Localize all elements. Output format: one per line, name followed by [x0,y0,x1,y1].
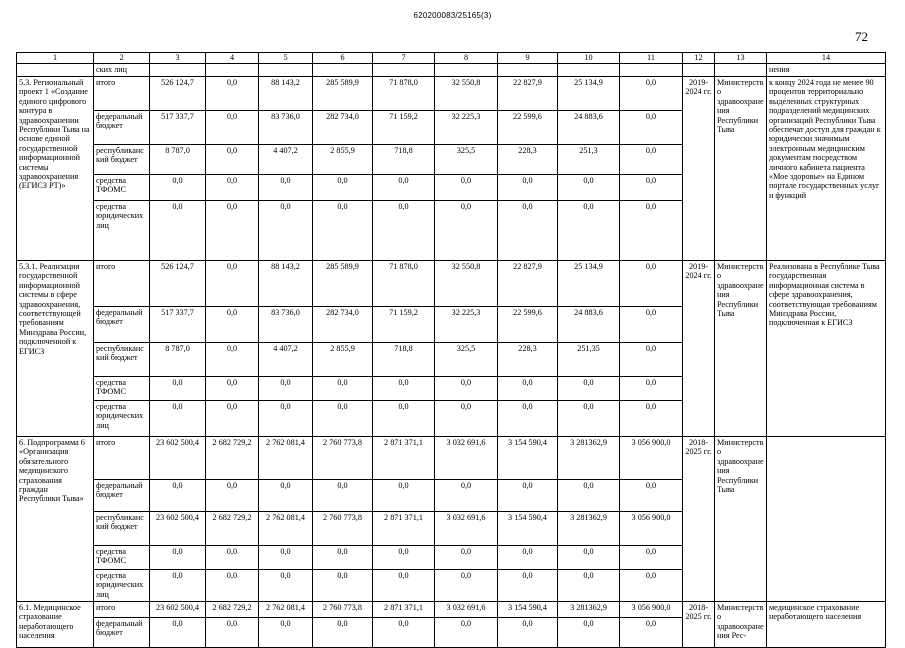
amount-cell: 0,0 [206,145,259,175]
funding-source: средства ТФОМС [94,377,150,401]
amount-cell: 3 154 590,4 [498,437,558,480]
amount-cell: 0,0 [206,175,259,201]
amount-cell: 4 407,2 [259,343,313,377]
activity-name: 6.1. Медицинское страхование неработающего населения [17,602,94,648]
column-number: 8 [435,53,498,64]
funding-source: итого [94,602,150,618]
funding-source: республиканский бюджет [94,512,150,546]
amount-cell: 0,0 [620,261,683,307]
amount-cell: 22 599,6 [498,307,558,343]
amount-cell: 251,3 [558,145,620,175]
empty-cell [313,64,373,77]
amount-cell: 0,0 [558,546,620,570]
activity-name: 5.3.1. Реализация государственной информационной системы в сфере здравоохранения, соответствующей требованиям Минздрава России, подключенной к ЕГИСЗ [17,261,94,437]
amount-cell: 0,0 [150,377,206,401]
amount-cell: 0,0 [313,618,373,648]
funding-source: средства юридических лиц [94,401,150,437]
amount-cell: 0,0 [435,377,498,401]
amount-cell: 71 878,0 [373,261,435,307]
amount-cell: 517 337,7 [150,111,206,145]
empty-cell [150,64,206,77]
amount-cell: 0,0 [150,570,206,602]
amount-cell: 2 682 729,2 [206,602,259,618]
amount-cell: 0,0 [498,201,558,261]
amount-cell: 0,0 [620,546,683,570]
amount-cell: 0,0 [373,480,435,512]
column-number: 5 [259,53,313,64]
funding-source: средства ТФОМС [94,546,150,570]
empty-cell [498,64,558,77]
amount-cell: 0,0 [313,201,373,261]
table-row [17,602,886,618]
amount-cell: 0,0 [558,618,620,648]
amount-cell: 3 281362,9 [558,437,620,480]
amount-cell: 2 855,9 [313,343,373,377]
amount-cell: 0,0 [435,401,498,437]
amount-cell: 22 827,9 [498,261,558,307]
amount-cell: 0,0 [259,175,313,201]
amount-cell: 0,0 [206,307,259,343]
column-number: 11 [620,53,683,64]
amount-cell: 24 883,6 [558,111,620,145]
funding-source: федеральный бюджет [94,480,150,512]
amount-cell: 0,0 [558,570,620,602]
amount-cell: 526 124,7 [150,261,206,307]
expected-result [767,437,886,602]
amount-cell: 25 134,9 [558,261,620,307]
amount-cell: 0,0 [558,480,620,512]
funding-source: республиканский бюджет [94,343,150,377]
amount-cell: 0,0 [206,343,259,377]
amount-cell: 0,0 [620,145,683,175]
column-number: 1 [17,53,94,64]
amount-cell: 0,0 [558,175,620,201]
amount-cell: 71 159,2 [373,307,435,343]
empty-cell [558,64,620,77]
amount-cell: 3 032 691,6 [435,602,498,618]
funding-source: итого [94,261,150,307]
expected-result: нения [767,64,886,77]
amount-cell: 0,0 [150,546,206,570]
table-row [17,77,886,111]
amount-cell: 0,0 [498,175,558,201]
amount-cell: 0,0 [313,570,373,602]
amount-cell: 718,8 [373,145,435,175]
amount-cell: 2 760 773,8 [313,512,373,546]
amount-cell: 22 599,6 [498,111,558,145]
amount-cell: 88 143,2 [259,77,313,111]
amount-cell: 0,0 [498,570,558,602]
document-code: 620200083/25165(3) [413,11,492,20]
amount-cell: 0,0 [498,377,558,401]
funding-source: республиканский бюджет [94,145,150,175]
amount-cell: 24 883,6 [558,307,620,343]
amount-cell: 0,0 [435,201,498,261]
amount-cell: 2 871 371,1 [373,437,435,480]
column-number-row [17,53,886,64]
amount-cell: 2 855,9 [313,145,373,175]
column-number: 9 [498,53,558,64]
amount-cell: 83 736,0 [259,307,313,343]
funding-source: средства юридических лиц [94,570,150,602]
amount-cell: 0,0 [620,343,683,377]
amount-cell: 0,0 [498,618,558,648]
amount-cell: 2 760 773,8 [313,437,373,480]
amount-cell: 0,0 [259,546,313,570]
amount-cell: 0,0 [620,111,683,145]
column-number: 6 [313,53,373,64]
expected-result: к концу 2024 года не менее 90 процентов территориально выделенных структурных подразделений медицинских организаций Республики Тыва обеспечат доступ для граждан к юридически значимым электронным медицинским документам посредством личного кабинета пациента «Мое здоровье» на Едином портале государственных услуг и функций [767,77,886,261]
amount-cell: 88 143,2 [259,261,313,307]
amount-cell: 325,5 [435,145,498,175]
amount-cell: 3 056 900,0 [620,437,683,480]
amount-cell: 0,0 [498,401,558,437]
amount-cell: 25 134,9 [558,77,620,111]
funding-source: итого [94,77,150,111]
amount-cell: 0,0 [206,201,259,261]
amount-cell: 0,0 [558,201,620,261]
empty-cell [683,64,715,77]
amount-cell: 3 154 590,4 [498,512,558,546]
amount-cell: 8 787,0 [150,145,206,175]
amount-cell: 0,0 [620,618,683,648]
amount-cell: 325,5 [435,343,498,377]
amount-cell: 32 225,3 [435,307,498,343]
period-cell: 2018-2025 гг. [683,437,715,602]
amount-cell: 0,0 [373,570,435,602]
amount-cell: 0,0 [620,480,683,512]
amount-cell: 23 602 500,4 [150,437,206,480]
funding-source: федеральный бюджет [94,111,150,145]
column-number: 12 [683,53,715,64]
amount-cell: 0,0 [259,570,313,602]
funding-source: средства юридических лиц [94,201,150,261]
amount-cell: 3 281362,9 [558,512,620,546]
amount-cell: 0,0 [150,201,206,261]
amount-cell: 22 827,9 [498,77,558,111]
amount-cell: 0,0 [259,480,313,512]
amount-cell: 8 787,0 [150,343,206,377]
funding-source: федеральный бюджет [94,618,150,648]
amount-cell: 2 762 081,4 [259,602,313,618]
amount-cell: 0,0 [150,401,206,437]
executor-cell: Министерство здравоохранения Республики Тыва [715,77,767,261]
amount-cell: 0,0 [313,175,373,201]
amount-cell: 0,0 [620,401,683,437]
amount-cell: 0,0 [435,618,498,648]
amount-cell: 3 032 691,6 [435,437,498,480]
amount-cell: 0,0 [259,401,313,437]
amount-cell: 228,3 [498,145,558,175]
amount-cell: 0,0 [373,377,435,401]
amount-cell: 0,0 [206,111,259,145]
amount-cell: 2 762 081,4 [259,437,313,480]
amount-cell: 0,0 [150,480,206,512]
amount-cell: 0,0 [620,77,683,111]
executor-cell: Министерство здравоохранения Рес- [715,602,767,648]
continuation-row [17,64,886,77]
empty-cell [715,64,767,77]
amount-cell: 0,0 [498,546,558,570]
amount-cell: 718,8 [373,343,435,377]
amount-cell: 0,0 [620,307,683,343]
empty-cell [620,64,683,77]
column-number: 2 [94,53,150,64]
amount-cell: 0,0 [259,201,313,261]
amount-cell: 0,0 [558,377,620,401]
amount-cell: 285 589,9 [313,77,373,111]
activity-name: 6. Подпрограмма 6 «Организация обязательного медицинского страхования граждан Республики Тыва» [17,437,94,602]
executor-cell: Министерство здравоохранения Республики Тыва [715,437,767,602]
amount-cell: 0,0 [435,570,498,602]
amount-cell: 83 736,0 [259,111,313,145]
amount-cell: 228,3 [498,343,558,377]
amount-cell: 3 056 900,0 [620,512,683,546]
empty-cell [206,64,259,77]
amount-cell: 4 407,2 [259,145,313,175]
budget-table [16,52,886,648]
amount-cell: 23 602 500,4 [150,602,206,618]
amount-cell: 526 124,7 [150,77,206,111]
amount-cell: 3 154 590,4 [498,602,558,618]
amount-cell: 0,0 [373,401,435,437]
amount-cell: 0,0 [206,77,259,111]
amount-cell: 0,0 [558,401,620,437]
amount-cell: 282 734,0 [313,111,373,145]
amount-cell: 2 762 081,4 [259,512,313,546]
amount-cell: 0,0 [206,377,259,401]
amount-cell: 285 589,9 [313,261,373,307]
amount-cell: 0,0 [313,480,373,512]
amount-cell: 0,0 [435,546,498,570]
amount-cell: 0,0 [620,201,683,261]
empty-cell [435,64,498,77]
amount-cell: 3 056 900,0 [620,602,683,618]
executor-cell: Министерство здравоохранения Республики Тыва [715,261,767,437]
table-row [17,437,886,480]
amount-cell: 3 281362,9 [558,602,620,618]
amount-cell: 0,0 [150,175,206,201]
amount-cell: 32 225,3 [435,111,498,145]
amount-cell: 71 159,2 [373,111,435,145]
funding-source: итого [94,437,150,480]
amount-cell: 3 032 691,6 [435,512,498,546]
empty-cell [259,64,313,77]
amount-cell: 282 734,0 [313,307,373,343]
amount-cell: 32 550,8 [435,77,498,111]
amount-cell: 71 878,0 [373,77,435,111]
funding-source: средства ТФОМС [94,175,150,201]
page-number: 72 [855,29,868,44]
column-number: 4 [206,53,259,64]
amount-cell: 0,0 [313,377,373,401]
table-row [17,261,886,307]
amount-cell: 2 760 773,8 [313,602,373,618]
amount-cell: 2 871 371,1 [373,512,435,546]
amount-cell: 0,0 [206,401,259,437]
empty-cell [373,64,435,77]
amount-cell: 0,0 [498,480,558,512]
period-cell: 2018-2025 гг. [683,602,715,648]
column-number: 3 [150,53,206,64]
amount-cell: 0,0 [373,618,435,648]
funding-source: федеральный бюджет [94,307,150,343]
amount-cell: 0,0 [259,377,313,401]
amount-cell: 2 682 729,2 [206,437,259,480]
amount-cell: 0,0 [259,618,313,648]
period-cell: 2019-2024 гг. [683,261,715,437]
amount-cell: 0,0 [620,377,683,401]
amount-cell: 0,0 [206,618,259,648]
expected-result: медицинское страхование неработающего населения [767,602,886,648]
amount-cell: 0,0 [373,546,435,570]
column-number: 14 [767,53,886,64]
funding-source: ских лиц [94,64,150,77]
amount-cell: 0,0 [313,401,373,437]
amount-cell: 0,0 [620,570,683,602]
empty-cell [17,64,94,77]
amount-cell: 0,0 [373,201,435,261]
amount-cell: 0,0 [206,546,259,570]
amount-cell: 0,0 [206,570,259,602]
expected-result: Реализована в Республике Тыва государственная информационная система в сфере здравоохранения, соответствующая требованиям Минздрава России, подключенная к ЕГИСЗ [767,261,886,437]
amount-cell: 0,0 [206,480,259,512]
amount-cell: 251,35 [558,343,620,377]
activity-name: 5.3. Региональный проект 1 «Создание единого цифрового контура в здравоохранении Республики Тыва на основе единой государственной информационной системы здравоохранения (ЕГИСЗ РТ)» [17,77,94,261]
amount-cell: 0,0 [435,175,498,201]
period-cell: 2019-2024 гг. [683,77,715,261]
column-number: 10 [558,53,620,64]
amount-cell: 0,0 [373,175,435,201]
amount-cell: 23 602 500,4 [150,512,206,546]
amount-cell: 32 550,8 [435,261,498,307]
amount-cell: 0,0 [313,546,373,570]
column-number: 7 [373,53,435,64]
column-number: 13 [715,53,767,64]
amount-cell: 0,0 [435,480,498,512]
amount-cell: 0,0 [206,261,259,307]
amount-cell: 517 337,7 [150,307,206,343]
amount-cell: 2 871 371,1 [373,602,435,618]
amount-cell: 0,0 [150,618,206,648]
amount-cell: 2 682 729,2 [206,512,259,546]
amount-cell: 0,0 [620,175,683,201]
